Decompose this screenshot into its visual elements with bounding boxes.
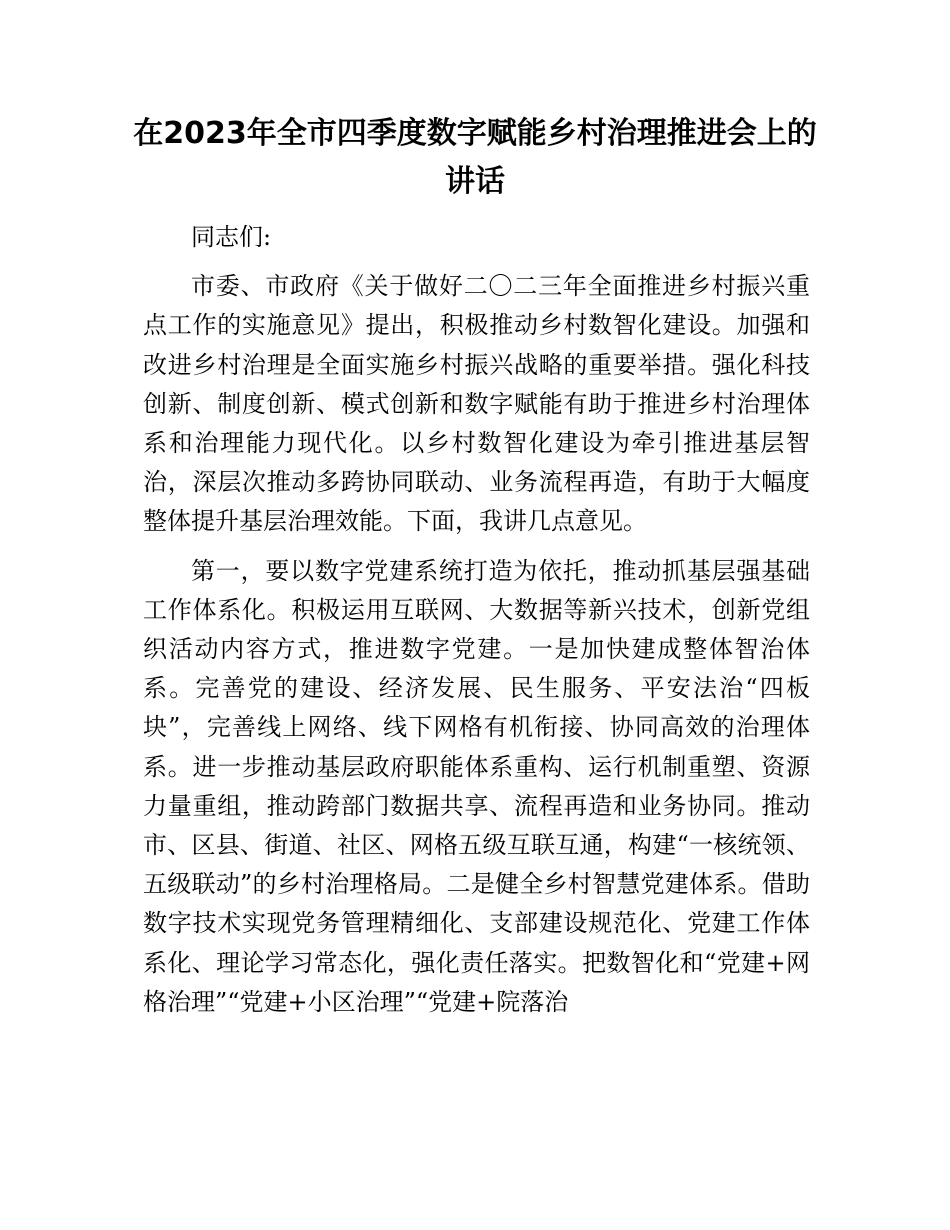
document-title: 在2023年全市四季度数字赋能乡村治理推进会上的讲话 — [133, 116, 817, 199]
paragraph-intro: 市委、市政府《关于做好二〇二三年全面推进乡村振兴重点工作的实施意见》提出，积极推动乡村数智化建设。加强和改进乡村治理是全面实施乡村振兴战略的重要举措。强化科技创新、制度创新、模式创新和数字赋能有助于推进乡村治理体系和治理能力现代化。以乡村数智化建设为牵引推进基层智治，深层次推动多跨协同联动、业务流程再造，有助于大幅度整体提升基层治理效能。下面，我讲几点意见。 — [143, 272, 810, 536]
document-body — [143, 218, 810, 1022]
paragraph-first-point: 第一，要以数字党建系统打造为依托，推动抓基层强基础工作体系化。积极运用互联网、大数据等新兴技术，创新党组织活动内容方式，推进数字党建。一是加快建成整体智治体系。完善党的建设、经济发展、民生服务、平安法治“四板块”，完善线上网络、线下网格有机衔接、协同高效的治理体系。进一步推动基层政府职能体系重构、运行机制重塑、资源力量重组，推动跨部门数据共享、流程再造和业务协同。推动市、区县、街道、社区、网格五级互联互通，构建“一核统领、五级联动”的乡村治理格局。二是健全乡村智慧党建体系。借助数字技术实现党务管理精细化、支部建设规范化、党建工作体系化、理论学习常态化，强化责任落实。把数智化和“党建+网格治理”“党建+小区治理”“党建+院落治 — [143, 556, 810, 1016]
greeting: 同志们: — [191, 223, 272, 251]
